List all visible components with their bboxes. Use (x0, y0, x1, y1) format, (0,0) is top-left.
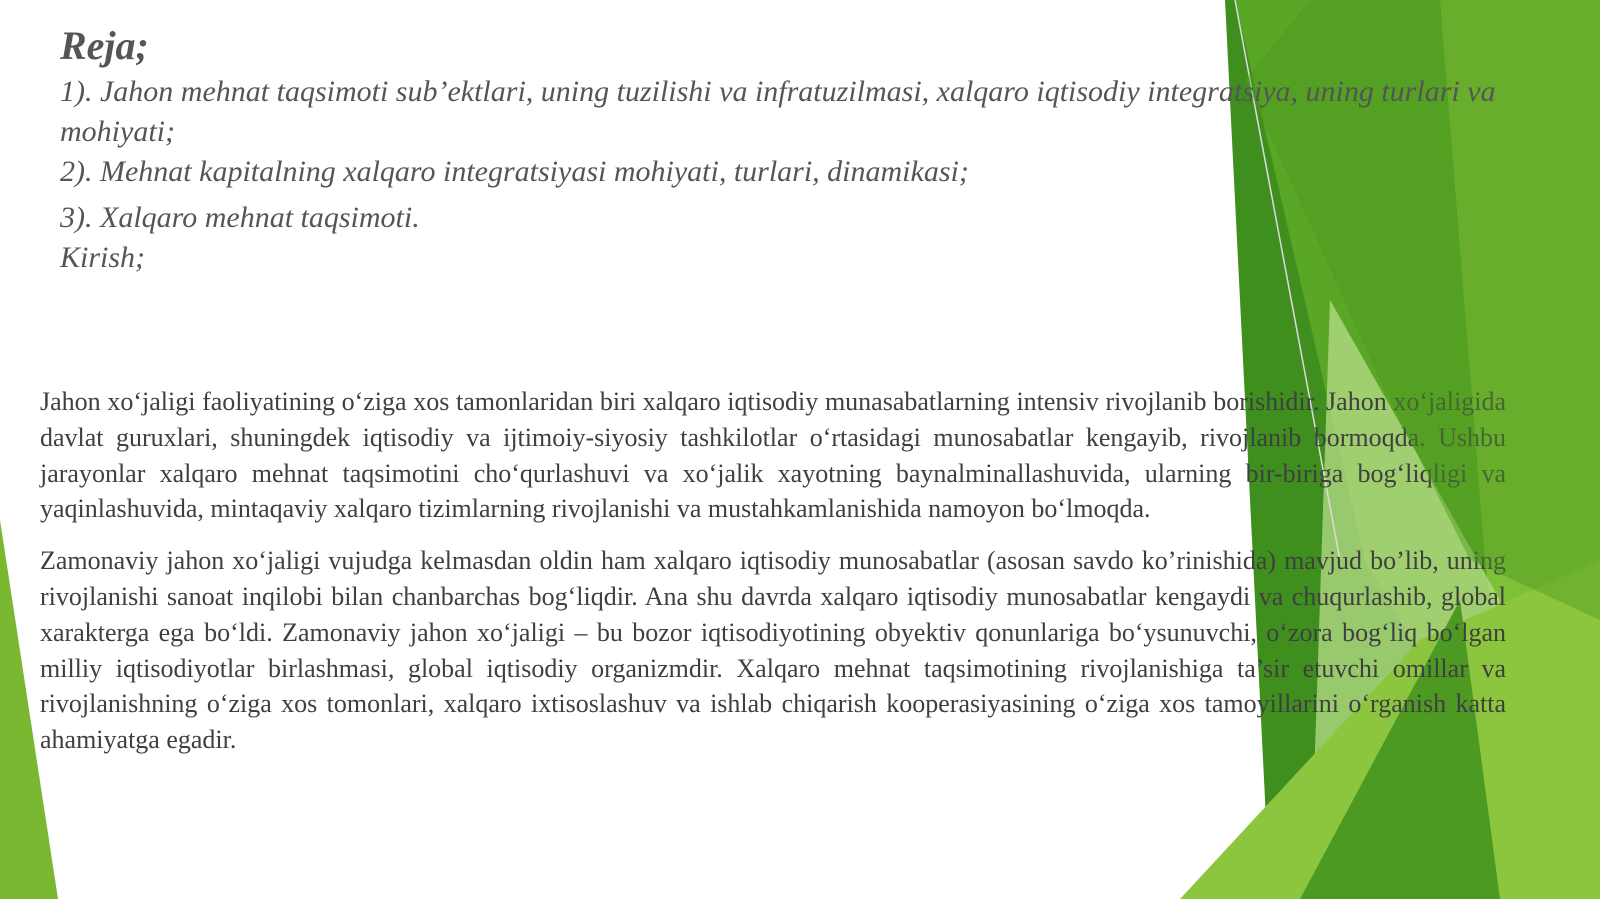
paragraph-2: Zamonaviy jahon xo‘jaligi vujudga kelmasdan oldin ham xalqaro iqtisodiy munosabatlar (asosan savdo ko’rinishida) mavjud bo’lib, uning rivojlanishi sanoat inqilobi bilan chanbarchas bog‘liqdir. Ana shu davrda xalqaro iqtisodiy munosabatlar kengaydi va chuqurlashib, global xarakterga ega bo‘ldi. Zamonaviy jahon xo‘jaligi – bu bozor iqtisodiyotining obyektiv qonunlariga bo‘ysunuvchi, o‘zora bog‘liq bo‘lgan milliy iqtisodiyotlar birlashmasi, global iqtisodiy organizmdir. Xalqaro mehnat taqsimotining rivojlanishiga ta’sir etuvchi omillar va rivojlanishning o‘ziga xos tomonlari, xalqaro ixtisoslashuv va ishlab chiqarish kooperasiyasining o‘ziga xos tamoyillarini o‘rganish katta ahamiyatga egadir. (40, 546, 1506, 755)
paragraph-1: Jahon xo‘jaligi faoliyatining o‘ziga xos tamonlaridan biri xalqaro iqtisodiy munasabatlarning intensiv rivojlanib borishidir. Jahon xo‘jaligida davlat guruxlari, shuningdek iqtisodiy va ijtimoiy-siyosiy tashkilotlar o‘rtasidagi munosabatlar kengayib, rivojlanib bormoqda. Ushbu jarayonlar xalqaro mehnat taqsimotini cho‘qurlashuvi va xo‘jalik xayotning baynalminallashuvida, ularning bir-biriga bog‘liqligi va yaqinlashuvida, mintaqaviy xalqaro tizimlarning rivojlanishi va mustahkamlanishida namoyon bo‘lmoqda. (40, 387, 1506, 524)
section-subtitle: Kirish; (60, 241, 146, 274)
slide-title: Reja; (60, 23, 149, 68)
plan-item-2: 2). Mehnat kapitalning xalqaro integratsiyasi mohiyati, turlari, dinamikasi; (60, 155, 969, 188)
plan-section (60, 22, 1520, 278)
body-text (40, 384, 1506, 774)
plan-item-1: 1). Jahon mehnat taqsimoti sub’ektlari, uning tuzilishi va infratuzilmasi, xalqaro iqtisodiy integratsiya, uning turlari va mohiyati; (60, 75, 1496, 148)
plan-item-3: 3). Xalqaro mehnat taqsimoti. (60, 201, 420, 234)
